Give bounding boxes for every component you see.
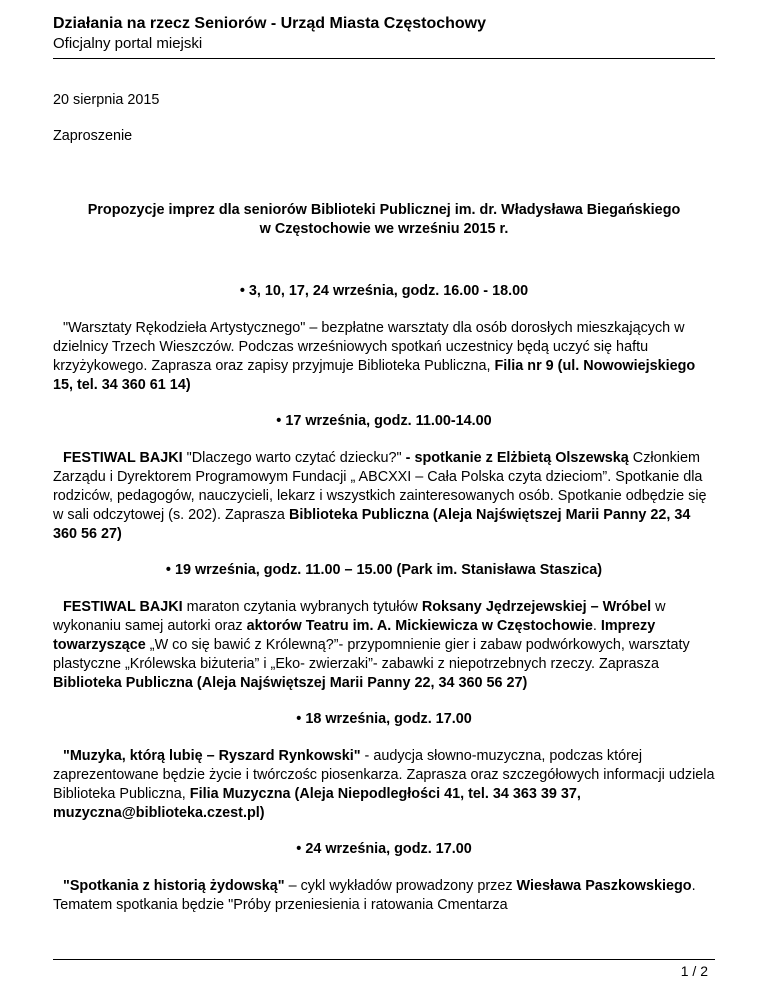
header-divider xyxy=(53,58,715,59)
event-5-bold-1: "Spotkania z historią żydowską" xyxy=(63,878,285,894)
event-2-bold-1: FESTIWAL BAJKI xyxy=(63,450,183,466)
event-3-text-3: . xyxy=(592,618,601,634)
heading-line-2: w Częstochowie we wrześniu 2015 r. xyxy=(259,221,509,237)
event-3-text-1: maraton czytania wybranych tytułów xyxy=(182,599,422,615)
event-3-text-4: „W co się bawić z Królewną?”- przypomnienie gier i zabaw podwórkowych, warsztaty plastyczne „Królewska biżuteria” i „Eko- zwierzaki”- zabawki z niepotrzebnych rzeczy. Zaprasza xyxy=(53,637,690,672)
event-1-text-1: "Warsztaty Rękodzieła Artystycznego" – bezpłatne warsztaty dla osób dorosłych mieszkających w dzielnicy Trzech Wieszczów. Podczas wrześniowych spotkań uczestnicy będą uczyć się haftu krzyżykowego. Zaprasza oraz zapisy przyjmuje Biblioteka Publiczna, xyxy=(53,320,685,374)
article-label: Zaproszenie xyxy=(53,128,133,144)
event-2-text-2: Członkiem Zarządu i Dyrektorem Programowym Fundacji „ ABCXXI – Cała Polska czyta dzieciom”. Spotkanie dla rodziców, pedagogów, nauczycieli, lekarz i wszystkich zainteresowanych osób. Spotkanie odbędzie się w sali odczytowej (s. 202). Zaprasza xyxy=(53,450,707,523)
event-5-text-1: – cykl wykładów prowadzony przez xyxy=(284,878,517,894)
event-4-location: Filia Muzyczna (Aleja Niepodległości 41, tel. 34 363 39 37, muzyczna@biblioteka.czest.pl) xyxy=(53,786,581,821)
article-date: 20 sierpnia 2015 xyxy=(53,92,160,108)
event-3-location: Biblioteka Publiczna (Aleja Najświętszej Marii Panny 22, 34 360 56 27) xyxy=(53,675,528,691)
event-1-heading: • 3, 10, 17, 24 września, godz. 16.00 - 18.00 xyxy=(239,283,529,299)
article-content xyxy=(53,91,715,915)
heading-line-1: Propozycje imprez dla seniorów Biblioteki Publicznej im. dr. Władysława Biegańskiego xyxy=(87,202,681,218)
event-3-bold-2: Roksany Jędrzejewskiej – Wróbel xyxy=(421,599,652,615)
site-title: Działania na rzecz Seniorów - Urząd Miasta Częstochowy xyxy=(53,15,486,32)
footer-divider xyxy=(53,959,715,960)
event-3-text-2: w wykonaniu samej autorki oraz xyxy=(53,599,666,634)
event-1-location: Filia nr 9 (ul. Nowowiejskiego 15, tel. 34 360 61 14) xyxy=(53,358,696,393)
event-1-description xyxy=(53,319,715,395)
article-heading xyxy=(53,201,715,239)
event-2-heading: • 17 września, godz. 11.00-14.00 xyxy=(276,413,492,429)
event-2-location: Biblioteka Publiczna (Aleja Najświętszej Marii Panny 22, 34 360 56 27) xyxy=(53,507,691,542)
event-2-description xyxy=(53,449,715,544)
event-5-text-2: . Tematem spotkania będzie "Próby przeniesienia i ratowania Cmentarza xyxy=(53,878,696,913)
page-header xyxy=(53,14,715,54)
site-subtitle: Oficjalny portal miejski xyxy=(53,35,203,52)
event-5-heading: • 24 września, godz. 17.00 xyxy=(296,841,472,857)
event-4-text-1: - audycja słowno-muzyczna, podczas której zaprezentowane będzie życie i twórczośc piosenkarza. Zaprasza oraz szczegółowych informacji udziela Biblioteka Publiczna, xyxy=(53,748,715,802)
event-3-bold-4: Imprezy towarzyszące xyxy=(53,618,656,653)
event-2-bold-2: - spotkanie z Elżbietą Olszewską xyxy=(405,450,629,466)
page-number: 1 / 2 xyxy=(680,963,708,979)
event-5-bold-2: Wiesława Paszkowskiego xyxy=(516,878,692,894)
event-3-heading: • 19 września, godz. 11.00 – 15.00 (Park im. Stanisława Staszica) xyxy=(165,562,603,578)
event-3-bold-1: FESTIWAL BAJKI xyxy=(63,599,183,615)
event-3-bold-3: aktorów Teatru im. A. Mickiewicza w Częstochowie xyxy=(246,618,593,634)
event-4-bold-1: "Muzyka, którą lubię – Ryszard Rynkowski" xyxy=(63,748,361,764)
event-5-description xyxy=(53,877,715,915)
event-4-heading: • 18 września, godz. 17.00 xyxy=(296,711,472,727)
event-3-description xyxy=(53,598,715,693)
event-2-text-1: "Dlaczego warto czytać dziecku?" xyxy=(182,450,406,466)
event-4-description xyxy=(53,747,715,823)
